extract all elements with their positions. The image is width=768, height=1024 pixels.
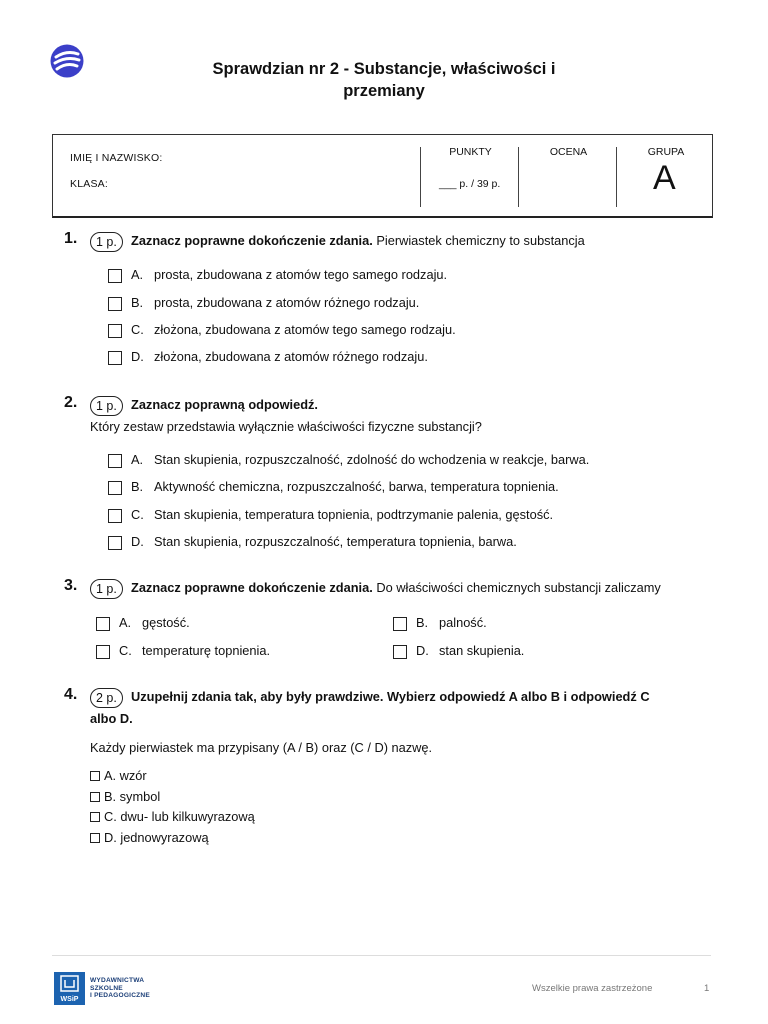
- instruction: Zaznacz poprawne dokończenie zdania.: [131, 233, 373, 248]
- svg-text:WSiP: WSiP: [60, 996, 79, 1003]
- question-stem: Pierwiastek chemiczny to substancja: [372, 233, 585, 248]
- answer-checkbox[interactable]: [96, 617, 110, 631]
- title-line-2: przemiany: [343, 82, 425, 100]
- answer-checkbox[interactable]: [108, 324, 122, 338]
- answer-checkbox[interactable]: [96, 645, 110, 659]
- page-number: 1: [704, 983, 710, 994]
- class-label: KLASA:: [70, 178, 108, 190]
- question-text: [131, 230, 585, 252]
- instruction-continued: albo D.: [90, 711, 133, 726]
- publisher-name: WYDAWNICTWA SZKOLNE I PEDAGOGICZNE: [90, 977, 150, 999]
- answer-checkbox[interactable]: [393, 617, 407, 631]
- instruction: Uzupełnij zdania tak, aby były prawdziwe. Wybierz odpowiedź A albo B i odpowiedź C: [131, 689, 650, 704]
- question-stem: Który zestaw przedstawia wyłącznie właściwości fizyczne substancji?: [90, 419, 482, 434]
- answer-checkbox[interactable]: [108, 269, 122, 283]
- divider: [616, 147, 617, 207]
- title-line-1: Sprawdzian nr 2 - Substancje, właściwości i: [212, 60, 556, 78]
- checkbox-icon[interactable]: [90, 771, 100, 781]
- answer-checkbox[interactable]: [108, 509, 122, 523]
- checkbox-icon[interactable]: [90, 812, 100, 822]
- publisher-logo-icon: [50, 44, 84, 78]
- points-badge: 1 p.: [90, 396, 123, 416]
- copyright-text: Wszelkie prawa zastrzeżone: [532, 983, 653, 994]
- question-number: 2.: [64, 394, 78, 411]
- instruction: Zaznacz poprawną odpowiedź.: [131, 397, 318, 412]
- question-stem: Do właściwości chemicznych substancji zaliczamy: [372, 580, 661, 595]
- divider: [420, 147, 421, 207]
- sentence: Każdy pierwiastek ma przypisany (A / B) oraz (C / D) nazwę.: [90, 740, 433, 755]
- group-label: GRUPA: [647, 146, 685, 158]
- footer-divider: [52, 955, 711, 956]
- question-number: 3.: [64, 577, 78, 594]
- question-text: [131, 577, 661, 599]
- divider: [518, 147, 519, 207]
- answer-checkbox[interactable]: [108, 481, 122, 495]
- points-badge: 1 p.: [90, 232, 123, 252]
- group-value: A: [653, 159, 676, 197]
- option[interactable]: A. wzór: [90, 766, 147, 787]
- wsip-logo-icon: [54, 972, 85, 1005]
- question-number: 1.: [64, 230, 78, 247]
- option[interactable]: C. dwu- lub kilkuwyrazową: [90, 807, 255, 828]
- points-badge: 2 p.: [90, 688, 123, 708]
- answer-checkbox[interactable]: [108, 351, 122, 365]
- grade-label: OCENA: [549, 146, 588, 158]
- points-badge: 1 p.: [90, 579, 123, 599]
- instruction: Zaznacz poprawne dokończenie zdania.: [131, 580, 373, 595]
- points-label: PUNKTY: [449, 146, 492, 158]
- name-label: IMIĘ I NAZWISKO:: [70, 152, 163, 164]
- answer-checkbox[interactable]: [108, 297, 122, 311]
- page-title: [150, 58, 618, 102]
- checkbox-icon[interactable]: [90, 792, 100, 802]
- answer-checkbox[interactable]: [108, 454, 122, 468]
- student-info-box: [52, 134, 713, 218]
- question-text: [131, 394, 318, 416]
- answer-checkbox[interactable]: [393, 645, 407, 659]
- checkbox-icon[interactable]: [90, 833, 100, 843]
- answer-checkbox[interactable]: [108, 536, 122, 550]
- option[interactable]: B. symbol: [90, 787, 160, 808]
- question-number: 4.: [64, 686, 78, 703]
- option[interactable]: D. jednowyrazową: [90, 828, 209, 849]
- points-value: ___ p. / 39 p.: [439, 178, 501, 190]
